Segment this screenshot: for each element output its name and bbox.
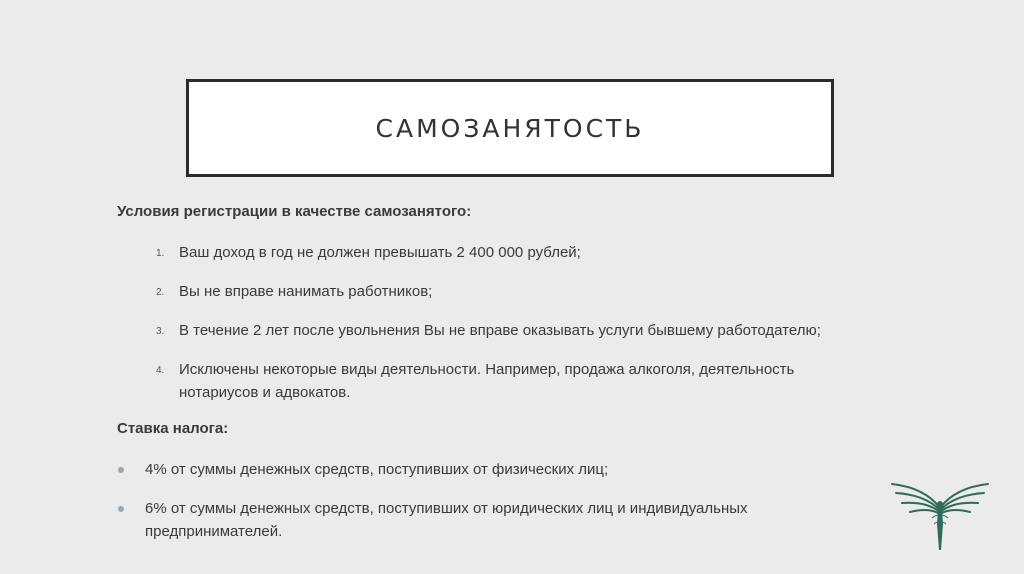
tax-rate-text: 4% от суммы денежных средств, поступивших от физических лиц;: [145, 461, 609, 478]
bullet-icon: [117, 497, 145, 543]
condition-text: В течение 2 лет после увольнения Вы не вправе оказывать услуги бывшему работодателю;: [179, 322, 821, 339]
tax-heading: Ставка налога:: [117, 420, 229, 437]
condition-number: 2.: [156, 287, 165, 298]
condition-text: Вы не вправе нанимать работников;: [179, 283, 433, 300]
condition-item: [156, 280, 876, 304]
condition-item: [156, 241, 876, 265]
condition-text: Ваш доход в год не должен превышать 2 400 000 рублей;: [179, 244, 581, 261]
tax-rate-item: [117, 497, 837, 543]
tax-rate-text: 6% от суммы денежных средств, поступивших от юридических лиц и индивидуальных предпринимателей.: [145, 500, 748, 540]
registration-heading: Условия регистрации в качестве самозанятого:: [117, 203, 472, 220]
condition-item: [156, 319, 876, 343]
condition-item: [156, 358, 876, 404]
tax-rate-item: [117, 458, 837, 481]
slide-title: САМОЗАНЯТОСТЬ: [375, 113, 645, 143]
bullet-icon: [117, 458, 145, 481]
condition-number: 4.: [156, 365, 165, 376]
condition-text: Исключены некоторые виды деятельности. Например, продажа алкоголя, деятельность нотариусов и адвокатов.: [179, 361, 795, 401]
condition-number: 3.: [156, 326, 165, 337]
condition-number: 1.: [156, 248, 165, 259]
title-box: [186, 79, 834, 177]
winged-figure-logo-icon: [888, 478, 992, 556]
